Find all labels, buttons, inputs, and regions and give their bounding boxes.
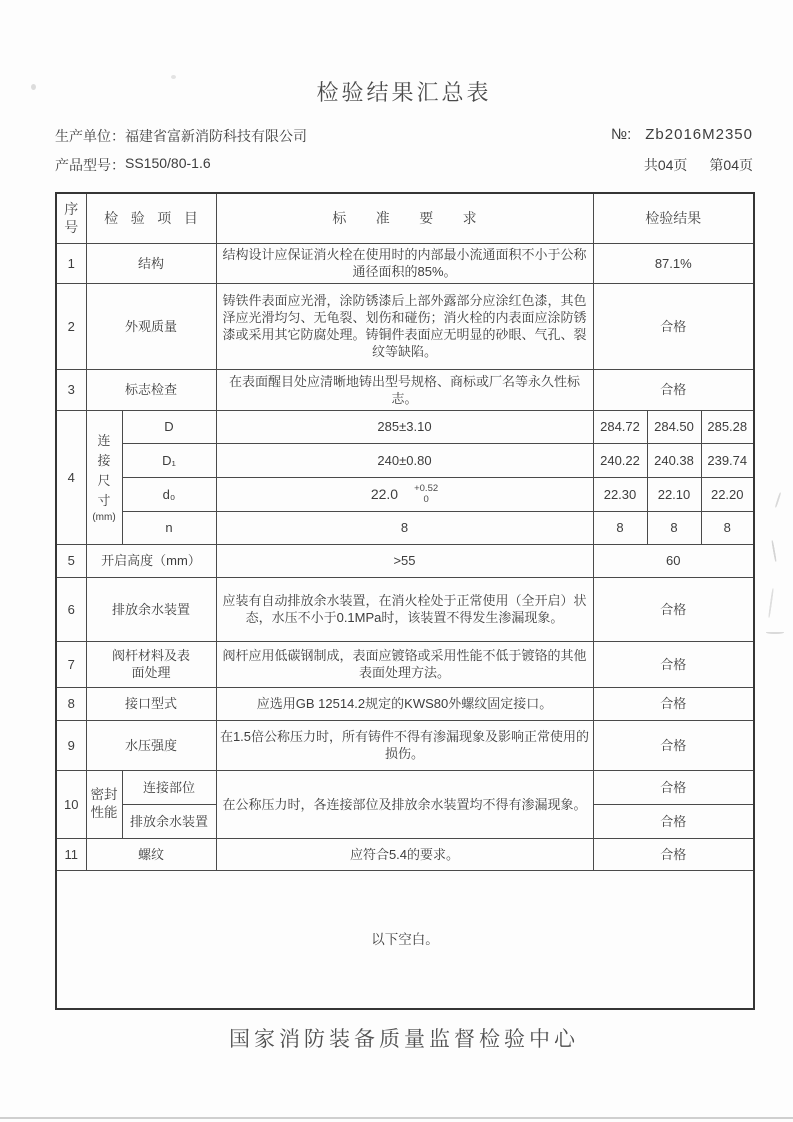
param-label: d₀: [122, 477, 216, 511]
item-label: 开启高度（mm）: [86, 544, 216, 577]
item-label: 阀杆材料及表面处理: [86, 641, 216, 687]
row-no: 8: [56, 687, 86, 720]
header-standard: 标准要求: [216, 193, 593, 243]
result-value: 合格: [593, 687, 754, 720]
table-row: [56, 577, 754, 641]
report-no-label: №:: [610, 126, 632, 143]
pencil-mark: [766, 630, 784, 634]
producer-line: [55, 126, 753, 146]
item-label: 接口型式: [86, 687, 216, 720]
standard-text: 285±3.10: [216, 410, 593, 443]
row-no: 11: [56, 838, 86, 870]
result-value: 87.1%: [593, 243, 754, 283]
scan-speck: [31, 84, 36, 90]
item-label: 结构: [86, 243, 216, 283]
measured-value: 240.22: [593, 443, 647, 477]
table-header-row: [56, 193, 754, 243]
row-no: 2: [56, 283, 86, 369]
result-value: 合格: [593, 641, 754, 687]
result-value: 60: [593, 544, 754, 577]
row-no: 3: [56, 369, 86, 410]
dimension-group-label: 连接尺寸 (mm): [86, 410, 122, 544]
seal-sub-label: 排放余水装置: [122, 804, 216, 838]
item-label: 螺纹: [86, 838, 216, 870]
seal-sub-label: 连接部位: [122, 770, 216, 804]
model-line: [55, 155, 753, 175]
measured-value: 8: [701, 511, 754, 544]
standard-text: 240±0.80: [216, 443, 593, 477]
result-value: 合格: [593, 577, 754, 641]
row-no: 5: [56, 544, 86, 577]
header-result: 检验结果: [593, 193, 754, 243]
row-no: 1: [56, 243, 86, 283]
standard-text: 应选用GB 12514.2规定的KWS80外螺纹固定接口。: [216, 687, 593, 720]
table-row: [56, 544, 754, 577]
standard-text: 阀杆应用低碳钢制成，表面应镀铬或采用性能不低于镀铬的其他表面处理方法。: [216, 641, 593, 687]
model-value: SS150/80-1.6: [125, 155, 211, 171]
measured-value: 22.30: [593, 477, 647, 511]
result-value: 合格: [593, 720, 754, 770]
row-no: 7: [56, 641, 86, 687]
seal-group-label: 密封性能: [86, 770, 122, 838]
inspection-results-table: [55, 192, 755, 1010]
table-row-dimension: [56, 477, 754, 511]
table-row: [56, 243, 754, 283]
tolerance-stack: [414, 483, 438, 505]
table-row: [56, 687, 754, 720]
table-row-dimension: [56, 443, 754, 477]
measured-value: 240.38: [647, 443, 701, 477]
standard-text: 应装有自动排放余水装置，在消火栓处于正常使用（全开启）状态，水压不小于0.1MPa时，该装置不得发生渗漏现象。: [216, 577, 593, 641]
result-value: 合格: [593, 369, 754, 410]
measured-value: 284.50: [647, 410, 701, 443]
page-title: 检验结果汇总表: [316, 80, 492, 105]
pencil-mark: [775, 492, 782, 508]
item-label: 外观质量: [86, 283, 216, 369]
standard-text: 铸铁件表面应光滑，涂防锈漆后上部外露部分应涂红色漆，其色泽应光滑均匀、无龟裂、划伤和碰伤；消火栓的内表面应涂防锈漆或采用其它防腐处理。铸铜件表面应无明显的砂眼、气孔、裂纹等缺陷。: [216, 283, 593, 369]
measured-value: 8: [647, 511, 701, 544]
table-row-dimension: [56, 410, 754, 443]
standard-text: 在1.5倍公称压力时，所有铸件不得有渗漏现象及影响正常使用的损伤。: [216, 720, 593, 770]
standard-text: 在表面醒目处应清晰地铸出型号规格、商标或厂名等永久性标志。: [216, 369, 593, 410]
producer-label: 生产单位：: [55, 128, 125, 144]
blank-note: 以下空白。: [56, 870, 754, 1009]
measured-value: 239.74: [701, 443, 754, 477]
standard-text: 在公称压力时，各连接部位及排放余水装置均不得有渗漏现象。: [216, 770, 593, 838]
result-value: 合格: [593, 804, 754, 838]
inspection-center-name: 国家消防装备质量监督检验中心: [229, 1028, 579, 1051]
report-no-value: Zb2016M2350: [645, 126, 753, 143]
param-label: n: [122, 511, 216, 544]
table-row-seal: [56, 770, 754, 804]
table-row: [56, 369, 754, 410]
measured-value: 284.72: [593, 410, 647, 443]
tolerance-lower: 0: [423, 494, 429, 505]
current-page: 第04页: [709, 157, 753, 173]
standard-text: 结构设计应保证消火栓在使用时的内部最小流通面积不小于公称通径面积的85%。: [216, 243, 593, 283]
header-no: 序号: [56, 193, 86, 243]
item-label: 标志检查: [86, 369, 216, 410]
item-label: 排放余水装置: [86, 577, 216, 641]
model-label: 产品型号：: [55, 157, 125, 173]
result-value: 合格: [593, 838, 754, 870]
standard-text: >55: [216, 544, 593, 577]
pencil-mark: [768, 588, 774, 618]
measured-value: 285.28: [701, 410, 754, 443]
row-no: 6: [56, 577, 86, 641]
row-no: 9: [56, 720, 86, 770]
scan-bottom-edge: [0, 1117, 793, 1119]
measured-value: 22.10: [647, 477, 701, 511]
tolerance-nominal: 22.0: [370, 485, 399, 502]
standard-text: [216, 477, 593, 511]
tolerance-upper: +0.52: [414, 483, 439, 494]
table-row-blank: [56, 870, 754, 1009]
table-row: [56, 283, 754, 369]
table-row: [56, 720, 754, 770]
measured-value: 8: [593, 511, 647, 544]
item-label: 水压强度: [86, 720, 216, 770]
table-row-dimension: [56, 511, 754, 544]
standard-text: 应符合5.4的要求。: [216, 838, 593, 870]
row-no: 4: [56, 410, 86, 544]
result-value: 合格: [593, 283, 754, 369]
param-label: D: [122, 410, 216, 443]
param-label: D₁: [122, 443, 216, 477]
row-no: 10: [56, 770, 86, 838]
table-row: [56, 838, 754, 870]
total-pages: 共04页: [643, 157, 688, 173]
header-item: 检验项目: [86, 193, 216, 243]
result-value: 合格: [593, 770, 754, 804]
pencil-mark: [771, 540, 777, 562]
measured-value: 22.20: [701, 477, 754, 511]
producer-value: 福建省富新消防科技有限公司: [125, 128, 307, 144]
table-row: [56, 641, 754, 687]
standard-text: 8: [216, 511, 593, 544]
